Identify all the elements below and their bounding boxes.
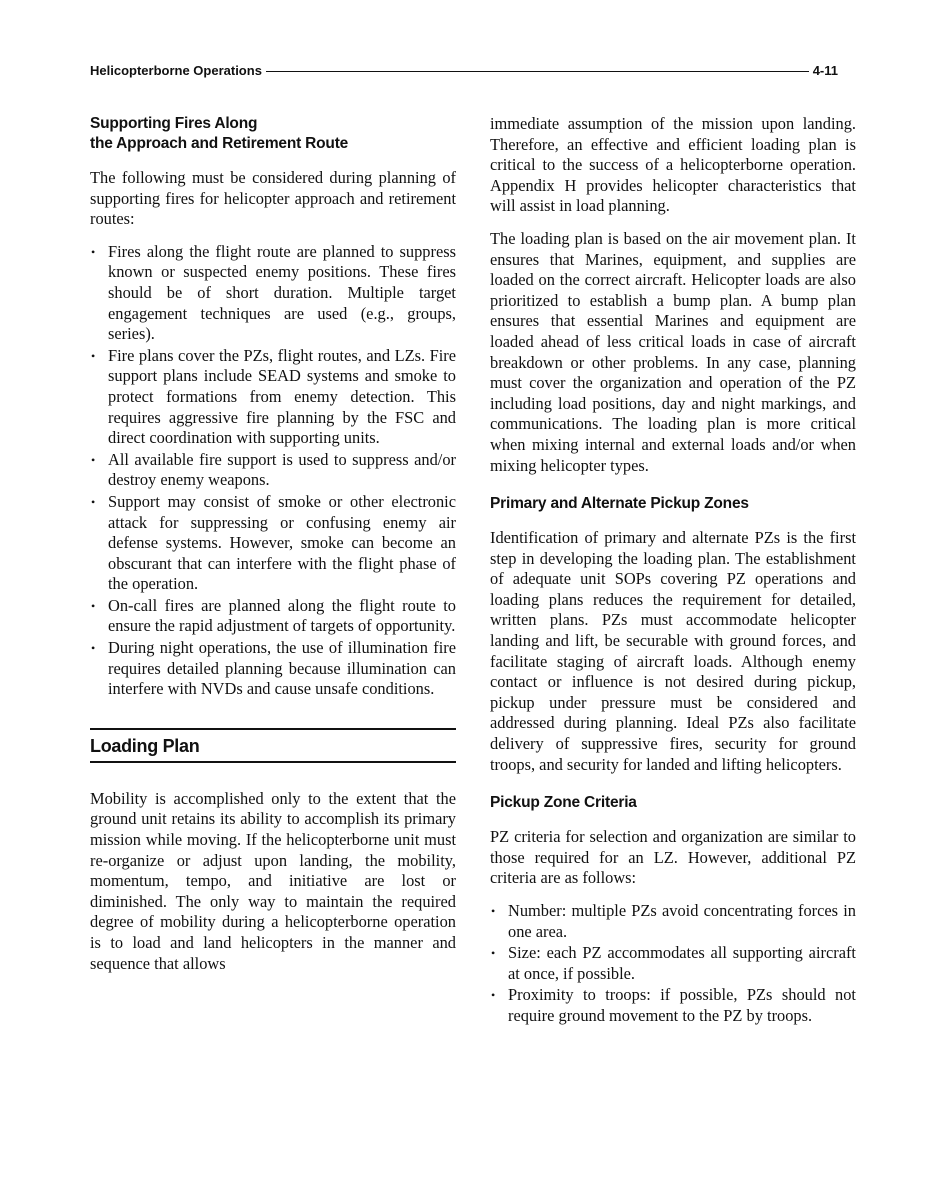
section-heading-pz-criteria: Pickup Zone Criteria: [490, 794, 637, 812]
section-heading-primary-alternate-pz: Primary and Alternate Pickup Zones: [490, 495, 749, 513]
list-item: [490, 943, 856, 984]
list-item: [490, 985, 856, 1026]
chapter-title: Helicopterborne Operations: [90, 62, 262, 78]
list-item-text: All available fire support is used to suppress and/or destroy enemy weapons.: [108, 449, 456, 490]
bullet-icon: •: [491, 904, 496, 918]
right-column: [490, 114, 856, 1028]
list-item: [90, 242, 456, 345]
list-item: [90, 638, 456, 700]
bullet-icon: •: [491, 946, 496, 961]
list-item-text: Fire plans cover the PZs, flight routes, and LZs. Fire support plans include SEAD systems and smoke to protect formations from enemy detection. This requires aggressive fire planning by the FSC and direct coordination with supporting units.: [108, 345, 456, 448]
bullet-icon: •: [491, 988, 496, 1003]
list-item: [90, 346, 456, 449]
list-item: [90, 596, 456, 637]
list-item-text: Fires along the flight route are planned to suppress known or suspected enemy positions. These fires should be of short duration. Multiple target engagement techniques are used (e.g., groups, series).: [108, 241, 456, 344]
section-heading-supporting-fires: [90, 114, 456, 154]
section-heading-loading-plan: Loading Plan: [90, 735, 200, 756]
page-number: 4-11: [812, 62, 838, 78]
list-item-text: Support may consist of smoke or other electronic attack for suppressing or confusing enemy air defense systems. However, smoke can become an obscurant that can interfere with the flight phase of the operation.: [108, 491, 456, 594]
pz-criteria-intro: PZ criteria for selection and organization are similar to those required for an LZ. However, additional PZ criteria are as follows:: [490, 827, 856, 888]
running-header: [90, 60, 838, 80]
pz-criteria-list: [490, 901, 856, 1027]
continued-paragraph: immediate assumption of the mission upon landing. Therefore, an effective and efficient loading plan is critical to the success of a helicopterborne operation. Appendix H provides helicopter characteristics that will assist in load planning.: [490, 114, 856, 216]
heading-line-1: Supporting Fires Along: [90, 115, 258, 132]
loading-plan-paragraph-2: The loading plan is based on the air movement plan. It ensures that Marines, equipment, and supplies are loaded on the correct aircraft. Helicopter loads are also prioritized to establish a bump plan. A bump plan ensures that essential Marines and equipment are loaded ahead of less critical loads in case of aircraft breakdown or other problems. In any case, planning must cover the organization and operation of the PZ including load positions, day and night markings, and communications. The loading plan is more critical when mixing internal and external loads and/or when mixing helicopter types.: [490, 228, 856, 475]
left-column: [90, 114, 456, 986]
bullet-icon: •: [91, 452, 96, 467]
list-item: [90, 450, 456, 491]
bullet-icon: •: [91, 494, 96, 509]
list-item-text: Number: multiple PZs avoid concentrating forces in one area.: [508, 901, 856, 941]
section-title-box: [90, 728, 456, 763]
bullet-icon: •: [91, 348, 96, 363]
bullet-icon: •: [91, 641, 96, 656]
heading-line-2: the Approach and Retirement Route: [90, 135, 349, 152]
supporting-fires-list: [90, 242, 456, 700]
list-item: [90, 492, 456, 595]
list-item-text: During night operations, the use of illumination fire requires detailed planning because illumination can interfere with NVDs and cause unsafe conditions.: [108, 638, 456, 699]
bullet-icon: •: [91, 598, 96, 613]
bullet-icon: •: [91, 244, 96, 259]
list-item-text: Size: each PZ accommodates all supporting aircraft at once, if possible.: [508, 943, 856, 983]
supporting-fires-intro: The following must be considered during planning of supporting fires for helicopter approach and retirement routes:: [90, 168, 456, 229]
header-rule: [266, 71, 809, 72]
list-item-text: Proximity to troops: if possible, PZs should not require ground movement to the PZ by troops.: [508, 985, 856, 1025]
loading-plan-paragraph: Mobility is accomplished only to the extent that the ground unit retains its ability to accomplish its primary mission while moving. If the helicopterborne unit must re-organize or adjust upon landing, the mobility, momentum, tempo, and initiative are lost or diminished. The only way to maintain the required degree of mobility during a helicopterborne operation is to load and land helicopters in the manner and sequence that allows: [90, 788, 456, 973]
primary-alternate-pz-paragraph: Identification of primary and alternate PZs is the first step in developing the loading plan. The establishment of adequate unit SOPs covering PZ operations and loading plans reduces the requirement for detailed, written plans. PZs must accommodate helicopter landing and lift, be securable with ground forces, and facilitate staging of aircraft loads. Although enemy contact or influence is not desired during pickup, pickup under pressure must be considered and addressed during planning. Ideal PZs also facilitate delivery of suppressive fires, security for ground troops, and security for landed and lifting helicopters.: [490, 528, 856, 774]
list-item: [490, 901, 856, 942]
list-item-text: On-call fires are planned along the flight route to ensure the rapid adjustment of targets of opportunity.: [108, 595, 456, 636]
